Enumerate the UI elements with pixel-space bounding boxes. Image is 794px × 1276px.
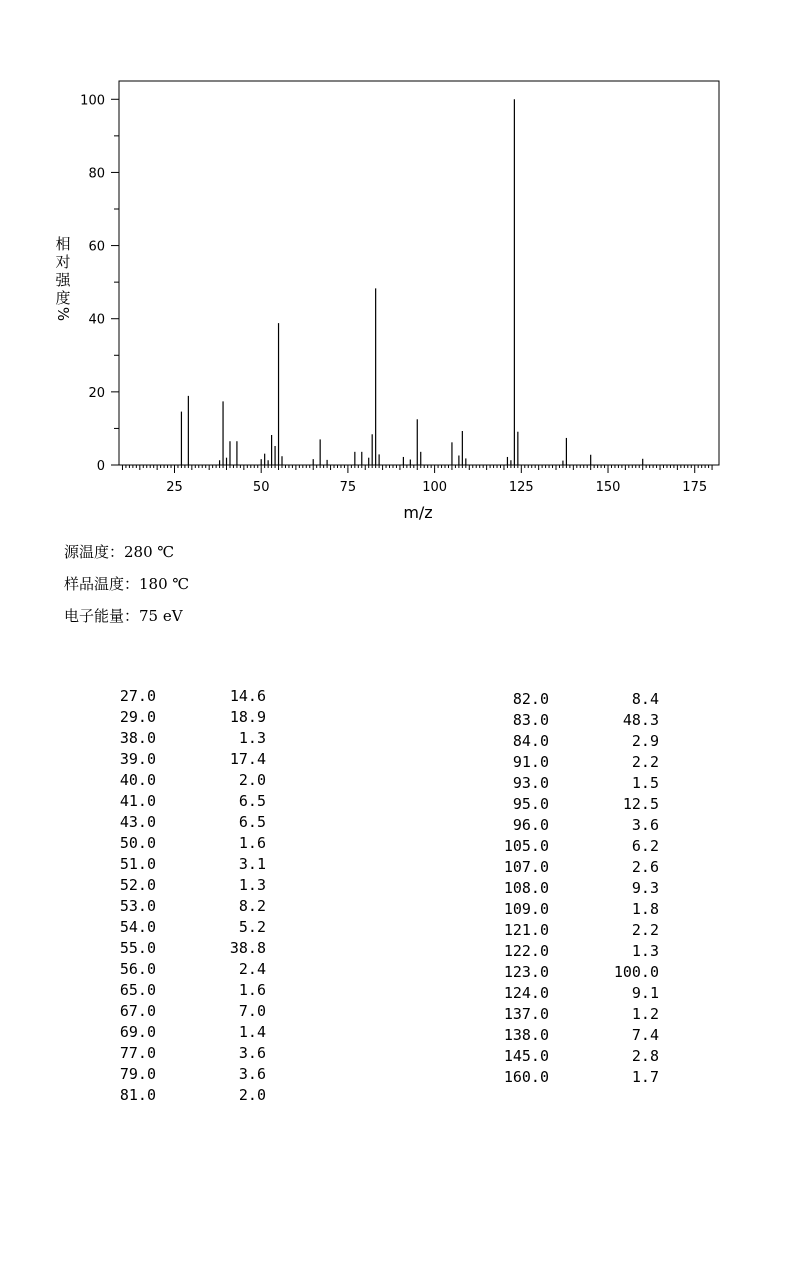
peak-mz-value: 52.0	[119, 876, 156, 894]
peak-abundance-value: 1.4	[238, 1023, 266, 1041]
peak-table-left	[100, 686, 266, 1106]
peak-abundance-value: 2.9	[631, 732, 659, 750]
peak-table-row	[493, 1025, 659, 1046]
peak-table-row	[493, 941, 659, 962]
peak-abundance-value: 100.0	[613, 963, 659, 981]
peak-table-row	[493, 773, 659, 794]
peak-abundance-value: 1.7	[631, 1068, 659, 1086]
peak-table-row	[493, 710, 659, 731]
peak-table-row	[493, 689, 659, 710]
peak-series	[181, 99, 642, 465]
y-tick-label: 0	[96, 459, 105, 474]
x-tick-label: 150	[595, 480, 621, 495]
peak-mz-value: 96.0	[512, 816, 549, 834]
peak-abundance-value: 1.6	[238, 834, 266, 852]
peak-mz-value: 50.0	[119, 834, 156, 852]
plot-frame	[119, 81, 719, 465]
y-axis-label-char-4: 度	[55, 289, 71, 307]
peak-mz-value: 137.0	[503, 1005, 549, 1023]
peak-table-row	[493, 1004, 659, 1025]
peak-mz-value: 145.0	[503, 1047, 549, 1065]
peak-abundance-value: 9.1	[631, 984, 659, 1002]
peak-abundance-value: 1.3	[238, 876, 266, 894]
peak-abundance-value: 12.5	[622, 795, 659, 813]
peak-mz-value: 105.0	[503, 837, 549, 855]
peak-table-row	[100, 917, 266, 938]
y-tick-label: 60	[88, 239, 105, 255]
peak-abundance-value: 2.0	[238, 1086, 266, 1104]
peak-abundance-value: 18.9	[229, 708, 266, 726]
peak-mz-value: 107.0	[503, 858, 549, 876]
y-axis-label-char-2: 对	[55, 253, 71, 271]
peak-mz-value: 79.0	[119, 1065, 156, 1083]
peak-abundance-value: 14.6	[229, 687, 266, 705]
peak-table-row	[100, 1022, 266, 1043]
peak-table-row	[493, 1046, 659, 1067]
x-tick-label: 125	[508, 480, 534, 495]
peak-mz-value: 95.0	[512, 795, 549, 813]
y-axis-label-unit: %	[54, 306, 72, 322]
peak-abundance-value: 7.0	[238, 1002, 266, 1020]
peak-abundance-value: 3.6	[631, 816, 659, 834]
peak-mz-value: 160.0	[503, 1068, 549, 1086]
peak-table-row	[493, 836, 659, 857]
x-tick-label: 100	[422, 480, 448, 495]
peak-mz-value: 84.0	[512, 732, 549, 750]
peak-abundance-value: 2.0	[238, 771, 266, 789]
peak-abundance-value: 8.4	[631, 690, 659, 708]
peak-abundance-value: 2.2	[631, 921, 659, 939]
peak-table-row	[493, 899, 659, 920]
peak-table-row	[100, 749, 266, 770]
peak-mz-value: 69.0	[119, 1023, 156, 1041]
peak-table-row	[100, 1001, 266, 1022]
peak-abundance-value: 6.2	[631, 837, 659, 855]
peak-mz-value: 56.0	[119, 960, 156, 978]
peak-abundance-value: 2.2	[631, 753, 659, 771]
y-tick-label: 20	[88, 385, 105, 401]
peak-mz-value: 138.0	[503, 1026, 549, 1044]
y-tick-label: 80	[88, 166, 105, 182]
peak-table-row	[100, 980, 266, 1001]
peak-table-row	[100, 875, 266, 896]
y-axis-label-char-3: 强	[55, 271, 71, 289]
peak-mz-value: 43.0	[119, 813, 156, 831]
y-axis	[80, 93, 119, 474]
peak-mz-value: 67.0	[119, 1002, 156, 1020]
x-tick-label: 175	[682, 480, 708, 495]
peak-table-row	[100, 1085, 266, 1106]
peak-mz-value: 124.0	[503, 984, 549, 1002]
peak-mz-value: 82.0	[512, 690, 549, 708]
peak-table-row	[100, 896, 266, 917]
peak-abundance-value: 1.3	[631, 942, 659, 960]
peak-mz-value: 38.0	[119, 729, 156, 747]
sample-temperature: 样品温度：180 ℃	[64, 575, 190, 593]
peak-table-row	[100, 959, 266, 980]
electron-energy: 电子能量：75 eV	[64, 607, 183, 625]
peak-abundance-value: 1.8	[631, 900, 659, 918]
peak-mz-value: 27.0	[119, 687, 156, 705]
peak-mz-value: 121.0	[503, 921, 549, 939]
peak-abundance-value: 6.5	[238, 792, 266, 810]
peak-table-row	[493, 731, 659, 752]
peak-abundance-value: 2.4	[238, 960, 266, 978]
peak-table-row	[100, 707, 266, 728]
peak-table-right	[493, 689, 659, 1088]
peak-mz-value: 77.0	[119, 1044, 156, 1062]
x-axis-label: m/z	[403, 503, 433, 522]
peak-abundance-value: 1.6	[238, 981, 266, 999]
peak-abundance-value: 3.6	[238, 1044, 266, 1062]
peak-mz-value: 122.0	[503, 942, 549, 960]
peak-mz-value: 108.0	[503, 879, 549, 897]
peak-table-row	[493, 1067, 659, 1088]
x-tick-label: 50	[252, 480, 270, 495]
peak-table-row	[100, 728, 266, 749]
peak-abundance-value: 3.6	[238, 1065, 266, 1083]
peak-mz-value: 40.0	[119, 771, 156, 789]
peak-table-row	[100, 1064, 266, 1085]
peak-mz-value: 54.0	[119, 918, 156, 936]
peak-mz-value: 91.0	[512, 753, 549, 771]
peak-table-row	[493, 878, 659, 899]
peak-table-row	[493, 794, 659, 815]
peak-table-row	[100, 938, 266, 959]
x-tick-label: 75	[339, 480, 357, 495]
peak-mz-value: 39.0	[119, 750, 156, 768]
peak-abundance-value: 8.2	[238, 897, 266, 915]
x-tick-label: 25	[166, 480, 183, 495]
peak-table-row	[100, 686, 266, 707]
peak-abundance-value: 5.2	[238, 918, 266, 936]
peak-mz-value: 65.0	[119, 981, 156, 999]
peak-abundance-value: 9.3	[631, 879, 659, 897]
peak-abundance-value: 17.4	[229, 750, 266, 768]
peak-table-row	[100, 833, 266, 854]
peak-table-row	[493, 815, 659, 836]
source-temperature: 源温度：280 ℃	[64, 543, 175, 561]
peak-abundance-value: 3.1	[238, 855, 266, 873]
x-axis	[122, 465, 712, 495]
y-axis-label-char-1: 相	[55, 235, 71, 253]
peak-mz-value: 53.0	[119, 897, 156, 915]
peak-mz-value: 29.0	[119, 708, 156, 726]
peak-abundance-value: 2.8	[631, 1047, 659, 1065]
peak-abundance-value: 1.2	[631, 1005, 659, 1023]
peak-abundance-value: 1.3	[238, 729, 266, 747]
y-tick-label: 100	[80, 93, 105, 109]
peak-table-row	[100, 812, 266, 833]
peak-mz-value: 83.0	[512, 711, 549, 729]
mass-spectrum-chart	[0, 0, 794, 530]
peak-table-row	[493, 920, 659, 941]
peak-abundance-value: 48.3	[622, 711, 659, 729]
peak-mz-value: 93.0	[512, 774, 549, 792]
peak-abundance-value: 7.4	[631, 1026, 659, 1044]
peak-table-row	[100, 770, 266, 791]
peak-table-row	[493, 752, 659, 773]
peak-abundance-value: 6.5	[238, 813, 266, 831]
peak-table-row	[493, 983, 659, 1004]
peak-mz-value: 51.0	[119, 855, 156, 873]
peak-table-row	[100, 854, 266, 875]
peak-table-row	[493, 962, 659, 983]
peak-table-row	[100, 791, 266, 812]
peak-mz-value: 109.0	[503, 900, 549, 918]
peak-mz-value: 55.0	[119, 939, 156, 957]
peak-mz-value: 123.0	[503, 963, 549, 981]
peak-abundance-value: 1.5	[631, 774, 659, 792]
peak-mz-value: 41.0	[119, 792, 156, 810]
peak-mz-value: 81.0	[119, 1086, 156, 1104]
peak-abundance-value: 38.8	[229, 939, 266, 957]
peak-table-row	[493, 857, 659, 878]
peak-table-row	[100, 1043, 266, 1064]
peak-abundance-value: 2.6	[631, 858, 659, 876]
y-tick-label: 40	[88, 312, 105, 328]
